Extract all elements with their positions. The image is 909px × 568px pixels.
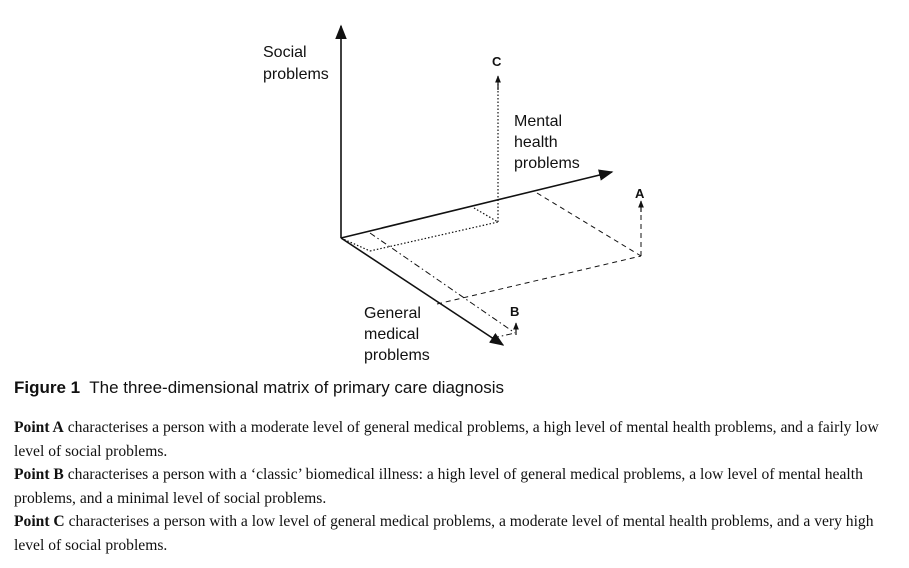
point-c-guides xyxy=(341,82,498,251)
point-c-label: C xyxy=(492,54,502,69)
note-label: Point B xyxy=(14,466,64,484)
point-a-guides xyxy=(437,193,641,304)
mental-health-axis xyxy=(341,172,612,238)
point-b-label: B xyxy=(510,304,520,319)
point-b-guides xyxy=(370,233,515,338)
figure-caption xyxy=(14,378,504,398)
note-point-c xyxy=(14,510,899,557)
point-a-label: A xyxy=(635,186,645,201)
note-text: characterises a person with a low level of general medical problems, a moderate level of mental health problems, and a very high level of social problems. xyxy=(14,513,874,554)
note-label: Point A xyxy=(14,419,64,436)
note-point-b xyxy=(14,463,899,510)
note-text: characterises a person with a moderate level of general medical problems, a high level of mental health problems, and a fairly low level of social problems. xyxy=(14,419,879,460)
note-text: characterises a person with a ‘classic’ biomedical illness: a high level of general medical problems, a low level of mental health problems, and a minimal level of social problems. xyxy=(14,466,863,507)
general-medical-axis-label: General medical problems xyxy=(364,305,430,364)
figure-notes xyxy=(14,416,899,558)
social-axis-label: Social problems xyxy=(263,44,329,83)
mental-health-axis-label: Mental health problems xyxy=(514,113,580,172)
note-label: Point C xyxy=(14,513,65,531)
figure-title: The three-dimensional matrix of primary care diagnosis xyxy=(89,378,505,397)
figure-number: Figure 1 xyxy=(14,378,81,397)
note-point-a xyxy=(14,416,899,463)
